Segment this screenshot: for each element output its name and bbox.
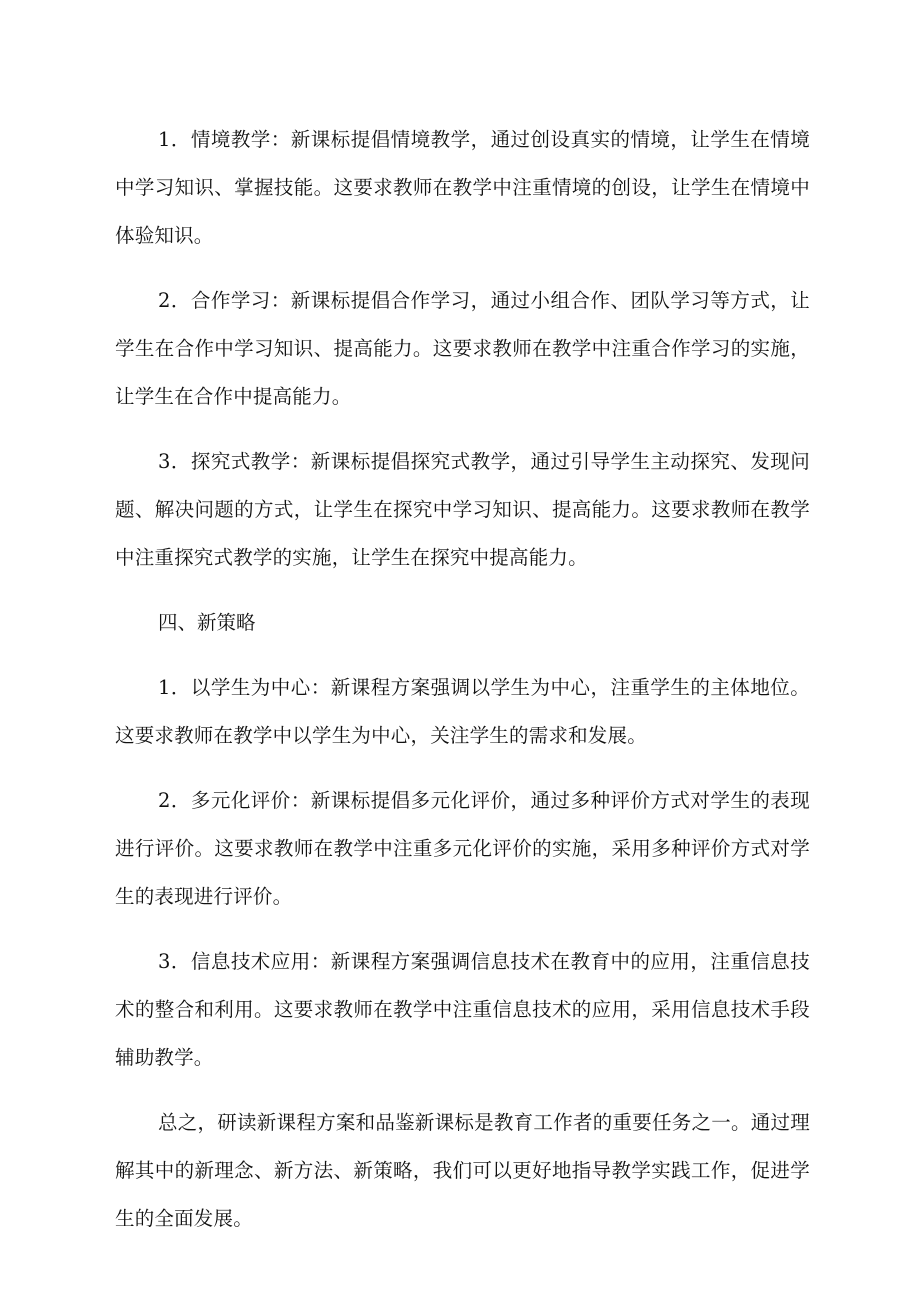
paragraph-student-centered: 1．以学生为中心：新课程方案强调以学生为中心，注重学生的主体地位。这要求教师在教学中以学生为中心，关注学生的需求和发展。: [115, 676, 810, 747]
paragraph-conclusion: 总之，研读新课程方案和品鉴新课标是教育工作者的重要任务之一。通过理解其中的新理念、新方法、新策略，我们可以更好地指导教学实践工作，促进学生的全面发展。: [115, 1111, 810, 1230]
section-heading-new-strategies: 四、新策略: [158, 611, 256, 634]
document-body: [115, 116, 810, 1260]
paragraph-diversified-evaluation: 2．多元化评价：新课标提倡多元化评价，通过多种评价方式对学生的表现进行评价。这要求教师在教学中注重多元化评价的实施，采用多种评价方式对学生的表现进行评价。: [115, 789, 810, 908]
paragraph-it-application: 3．信息技术应用：新课程方案强调信息技术在教育中的应用，注重信息技术的整合和利用。这要求教师在教学中注重信息技术的应用，采用信息技术手段辅助教学。: [115, 950, 810, 1069]
paragraph-inquiry-teaching: 3．探究式教学：新课标提倡探究式教学，通过引导学生主动探究、发现问题、解决问题的方式，让学生在探究中学习知识、提高能力。这要求教师在教学中注重探究式教学的实施，让学生在探究中提高能力。: [115, 450, 810, 569]
paragraph-cooperative-learning: 2．合作学习：新课标提倡合作学习，通过小组合作、团队学习等方式，让学生在合作中学习知识、提高能力。这要求教师在教学中注重合作学习的实施，让学生在合作中提高能力。: [115, 289, 810, 408]
paragraph-situational-teaching: 1．情境教学：新课标提倡情境教学，通过创设真实的情境，让学生在情境中学习知识、掌握技能。这要求教师在教学中注重情境的创设，让学生在情境中体验知识。: [115, 128, 810, 247]
